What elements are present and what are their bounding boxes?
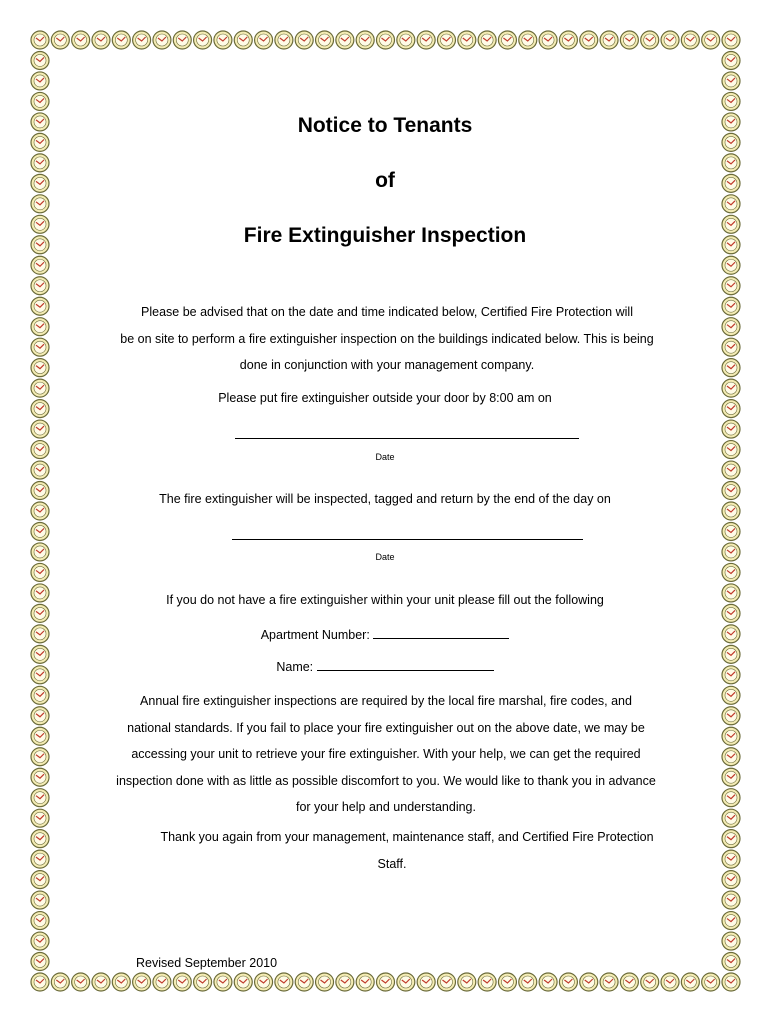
annual-line-5: for your help and understanding.: [296, 800, 476, 814]
revised-date: Revised September 2010: [136, 956, 278, 970]
title-line-3: Fire Extinguisher Inspection: [243, 224, 527, 247]
date-line-1[interactable]: [235, 438, 579, 439]
title-line-2: of: [375, 169, 395, 192]
name-field: [0, 658, 770, 675]
annual-line-4: inspection done with as little as possible discomfort to you. We would like to thank you in advance: [116, 773, 656, 788]
thanks-paragraph: [100, 824, 714, 877]
apartment-number-label: Apartment Number:: [260, 628, 370, 642]
no-extinguisher-text: If you do not have a fire extinguisher within your unit please fill out the following: [166, 593, 604, 607]
annual-line-1: Annual fire extinguisher inspections are required by the local fire marshal, fire codes, and: [140, 694, 632, 708]
date-label-1: Date: [375, 452, 395, 462]
put-out-instruction: Please put fire extinguisher outside your door by 8:00 am on: [218, 391, 552, 405]
annual-paragraph: [86, 688, 686, 821]
date-label-2: Date: [375, 552, 395, 562]
annual-line-2: national standards. If you fail to place your fire extinguisher out on the above date, we may be: [127, 720, 645, 735]
thanks-line-2: Staff.: [377, 856, 407, 871]
intro-line-1: Please be advised that on the date and time indicated below, Certified Fire Protection will: [141, 305, 633, 319]
date-line-2[interactable]: [232, 539, 583, 540]
thanks-line-1: Thank you again from your management, maintenance staff, and Certified Fire Protection: [160, 830, 654, 844]
title-line-1: Notice to Tenants: [297, 114, 473, 137]
annual-line-3: accessing your unit to retrieve your fire extinguisher. With your help, we can get the required: [131, 747, 641, 761]
intro-line-3: done in conjunction with your management company.: [239, 358, 535, 372]
intro-line-2: be on site to perform a fire extinguisher inspection on the buildings indicated below. This is being: [120, 331, 654, 346]
apartment-number-blank[interactable]: [373, 626, 509, 639]
name-blank[interactable]: [317, 658, 494, 671]
return-instruction: The fire extinguisher will be inspected, tagged and return by the end of the day on: [159, 492, 611, 506]
name-label: Name:: [276, 660, 314, 674]
intro-paragraph: [80, 299, 694, 379]
apartment-number-field: [0, 626, 770, 643]
